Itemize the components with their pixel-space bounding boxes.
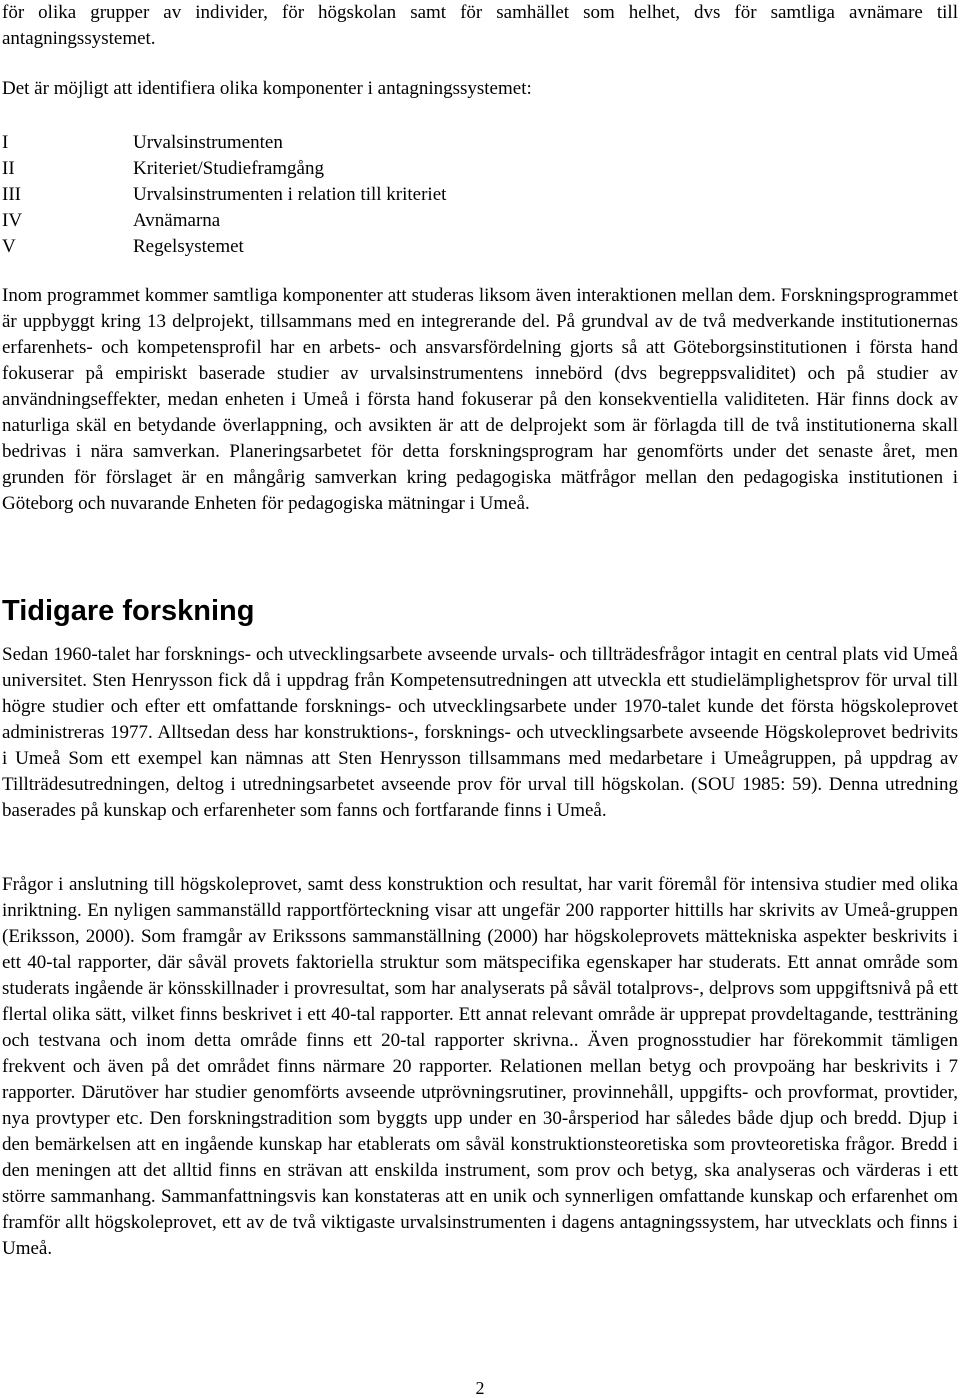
- list-label: Regelsystemet: [133, 236, 244, 257]
- section-heading: Tidigare forskning: [2, 595, 255, 627]
- list-numeral: III: [2, 184, 21, 205]
- program-paragraph: Inom programmet kommer samtliga komponenter att studeras liksom även interaktionen mellan dem. Forskningsprogrammet är uppbyggt kring 13 delprojekt, tillsammans med en integrerande del. På grundval av de två medverkande institutionernas erfarenhets- och kompetensprofil har en arbets- och ansvarsfördelning gjorts så att Göteborgsinstitutionen i första hand fokuserar på empiriskt baserade studier av urvalsinstrumentens innebörd (dvs begreppsvaliditet) och på studier av användningseffekter, medan enheten i Umeå i första hand fokuserar på den konsekventiella validiteten. Här finns dock av naturliga skäl en betydande överlappning, och avsikten är att de delprojekt som är förlagda till de två institutionerna skall bedrivas i nära samverkan. Planeringsarbetet för detta forskningsprogram har genomförts under det senaste året, men grunden för förslaget är en mångårig samverkan kring pedagogiska mätfrågor mellan den pedagogiska institutionen i Göteborg och nuvarande Enheten för pedagogiska mätningar i Umeå.: [2, 285, 958, 514]
- list-label: Avnämarna: [133, 210, 221, 231]
- list-numeral: I: [2, 132, 9, 153]
- section-paragraph-1: Sedan 1960-talet har forsknings- och utvecklingsarbete avseende urvals- och tillträdesfrågor intagit en central plats vid Umeå universitet. Sten Henrysson fick då i uppdrag från Kompetensutredningen att utveckla ett studielämplighetsprov för urval till högre studier och efter ett omfattande forsknings- och utvecklingsarbete under 1970-talet kunde det första högskoleprovet administreras 1977. Alltsedan dess har konstruktions-, forsknings- och utvecklingsarbete avseende Högskoleprovet bedrivits i Umeå Som ett exempel kan nämnas att Sten Henrysson tillsammans med medarbetare i Umeågruppen, på uppdrag av Tillträdesutredningen, deltog i utredningsarbetet avseende prov för urval till högskolan. (SOU 1985: 59). Denna utredning baserades på kunskap och erfarenheter som fanns och fortfarande finns i Umeå.: [2, 644, 958, 821]
- list-item: [2, 130, 602, 156]
- section-paragraph-2: Frågor i anslutning till högskoleprovet, samt dess konstruktion och resultat, har varit föremål för intensiva studier med olika inriktning. En nyligen sammanställd rapportförteckning visar att ungefär 200 rapporter hittills har skrivits av Umeå-gruppen (Eriksson, 2000). Som framgår av Erikssons sammanställning (2000) har högskoleprovets mättekniska aspekter beskrivits i ett 40-tal rapporter, där såväl provets faktoriella struktur som mätspecifika egenskaper har studerats. Ett annat område som studerats ingående är könsskillnader i provresultat, som har analyserats på såväl totalprovs-, delprovs som uppgiftsnivå på ett flertal olika sätt, vilket finns beskrivet i ett 40-tal rapporter. Ett annat relevant område är upprepat provdeltagande, testträning och testvana och inom detta område finns ett 20-tal rapporter skrivna.. Även prognosstudier har förekommit tämligen frekvent och även på det området finns närmare 20 rapporter. Relationen mellan betyg och provpoäng har beskrivits i 7 rapporter. Därutöver har studier genomförts avseende utprövningsrutiner, provinnehåll, uppgifts- och provformat, provtider, nya provtyper etc. Den forskningstradition som byggts upp under en 30-årsperiod har således både djup och bredd. Djup i den bemärkelsen att en ingående kunskap har etablerats om såväl konstruktionsteoretiska som provteoretiska frågor. Bredd i den meningen att det alltid finns en strävan att enskilda instrument, som prov och betyg, ska analyseras och värderas i ett större sammanhang. Sammanfattningsvis kan konstateras att en unik och synnerligen omfattande kunskap och erfarenhet om framför allt högskoleprovet, ett av de två viktigaste urvalsinstrumenten i dagens antagningssystem, har utvecklats och finns i Umeå.: [2, 874, 958, 1259]
- intro-paragraph: för olika grupper av individer, för högskolan samt för samhället som helhet, dvs för samtliga avnämare till antagningssystemet.: [2, 2, 958, 49]
- components-lead: Det är möjligt att identifiera olika komponenter i antagningssystemet:: [2, 78, 532, 99]
- list-item: [2, 182, 602, 208]
- list-label: Urvalsinstrumenten: [133, 132, 283, 153]
- list-label: Urvalsinstrumenten i relation till kriteriet: [133, 184, 447, 205]
- list-item: [2, 156, 602, 182]
- list-item: [2, 234, 602, 260]
- page-number: 2: [475, 1378, 485, 1398]
- list-numeral: V: [2, 236, 16, 257]
- list-label: Kriteriet/Studieframgång: [133, 158, 324, 179]
- list-numeral: II: [2, 158, 15, 179]
- list-numeral: IV: [2, 210, 23, 231]
- components-list: [2, 130, 602, 260]
- list-item: [2, 208, 602, 234]
